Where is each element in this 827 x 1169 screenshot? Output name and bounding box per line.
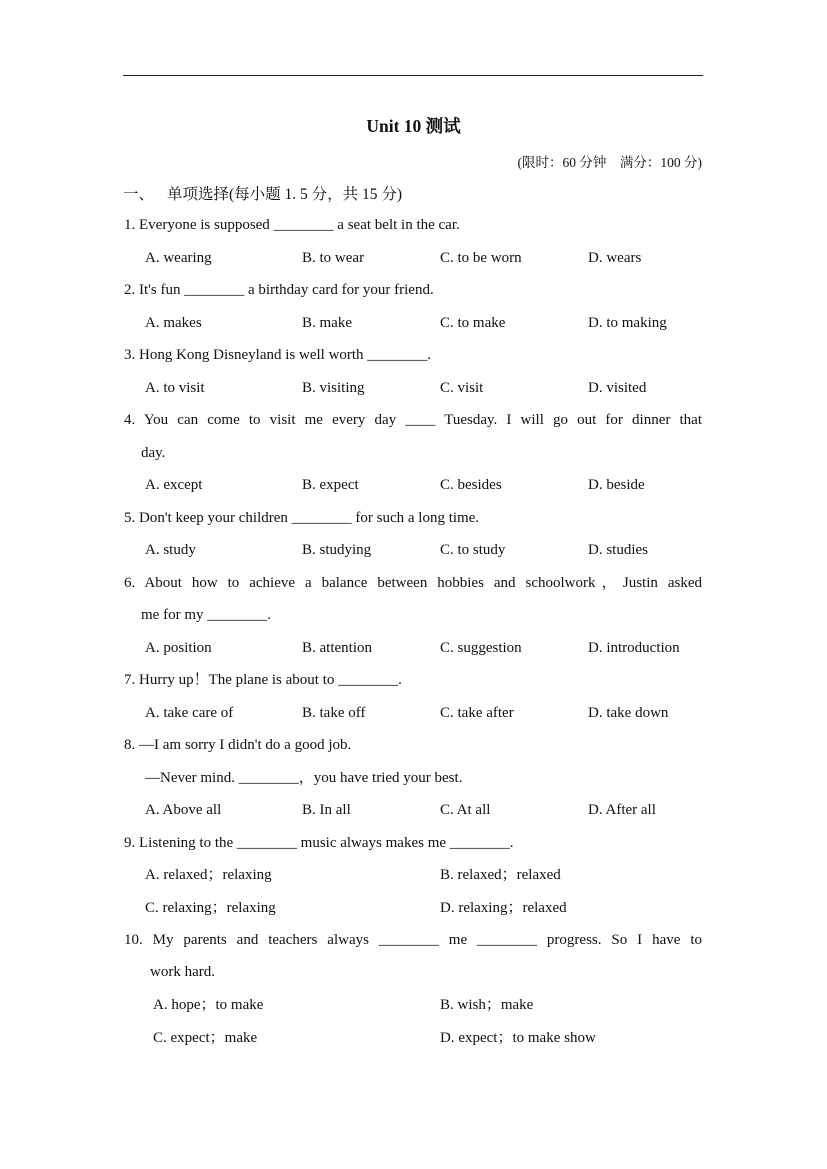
question-5-option-c[interactable]: C. to study [440,542,506,558]
question-3-option-b[interactable]: B. visiting [302,380,365,396]
question-8-stem-continued: —Never mind. ________，you have tried your best. [145,770,463,786]
question-7-option-b[interactable]: B. take off [302,705,366,721]
question-1-option-c[interactable]: C. to be worn [440,250,522,266]
question-2-option-a[interactable]: A. makes [145,315,202,331]
question-8-option-a[interactable]: A. Above all [145,802,222,818]
section-title: 单项选择(每小题 1. 5 分，共 15 分) [167,186,403,203]
question-4-option-b[interactable]: B. expect [302,477,359,493]
question-4-stem-continued: day. [141,445,166,461]
question-3-option-a[interactable]: A. to visit [145,380,205,396]
question-4-option-d[interactable]: D. beside [588,477,645,493]
question-5-option-a[interactable]: A. study [145,542,196,558]
question-6-stem-continued: me for my ________. [141,607,271,623]
question-9-stem: 9. Listening to the ________ music always makes me ________. [124,835,514,851]
page-title: Unit 10 测试 [366,116,461,136]
question-1-option-b[interactable]: B. to wear [302,250,365,266]
question-5-option-d[interactable]: D. studies [588,542,648,558]
question-6-option-c[interactable]: C. suggestion [440,640,522,656]
question-4-option-a[interactable]: A. except [145,477,203,493]
question-10-option-a[interactable]: A. hope；to make [153,997,264,1013]
question-6-stem: 6. About how to achieve a balance between hobbies and schoolwork，Justin asked [124,575,702,591]
question-2-option-d[interactable]: D. to making [588,315,667,331]
question-5-option-b[interactable]: B. studying [302,542,372,558]
question-1-option-d[interactable]: D. wears [588,250,642,266]
time-score-limit: (限时：60 分钟 满分：100 分) [517,155,702,170]
question-8-stem: 8. —I am sorry I didn't do a good job. [124,737,352,753]
question-4-stem: 4. You can come to visit me every day ____ Tuesday. I will go out for dinner that [124,412,702,428]
question-3-stem: 3. Hong Kong Disneyland is well worth ________. [124,347,432,363]
question-6-option-b[interactable]: B. attention [302,640,372,656]
question-9-option-c[interactable]: C. relaxing；relaxing [145,900,276,916]
question-7-option-d[interactable]: D. take down [588,705,669,721]
question-3-option-c[interactable]: C. visit [440,380,484,396]
question-6-option-d[interactable]: D. introduction [588,640,680,656]
question-2-option-b[interactable]: B. make [302,315,352,331]
question-2-stem: 2. It's fun ________ a birthday card for your friend. [124,282,434,298]
question-10-stem-continued: work hard. [150,964,215,980]
question-7-option-c[interactable]: C. take after [440,705,514,721]
question-8-option-d[interactable]: D. After all [588,802,656,818]
question-9-option-d[interactable]: D. relaxing；relaxed [440,900,567,916]
header-rule [123,75,703,76]
question-7-option-a[interactable]: A. take care of [145,705,234,721]
question-2-option-c[interactable]: C. to make [440,315,506,331]
question-1-option-a[interactable]: A. wearing [145,250,212,266]
question-8-option-b[interactable]: B. In all [302,802,351,818]
question-10-option-d[interactable]: D. expect；to make show [440,1030,596,1046]
section-heading [123,182,402,204]
question-1-stem: 1. Everyone is supposed ________ a seat belt in the car. [124,217,460,233]
question-3-option-d[interactable]: D. visited [588,380,647,396]
question-10-option-b[interactable]: B. wish；make [440,997,534,1013]
question-10-option-c[interactable]: C. expect；make [153,1030,258,1046]
question-7-stem: 7. Hurry up！The plane is about to ________. [124,672,402,688]
question-8-option-c[interactable]: C. At all [440,802,491,818]
question-5-stem: 5. Don't keep your children ________ for such a long time. [124,510,480,526]
question-4-option-c[interactable]: C. besides [440,477,502,493]
section-number: 一、 [123,186,155,203]
question-6-option-a[interactable]: A. position [145,640,212,656]
question-9-option-b[interactable]: B. relaxed；relaxed [440,867,561,883]
question-10-stem: 10. My parents and teachers always ________ me ________ progress. So I have to [124,932,702,948]
question-9-option-a[interactable]: A. relaxed；relaxing [145,867,272,883]
